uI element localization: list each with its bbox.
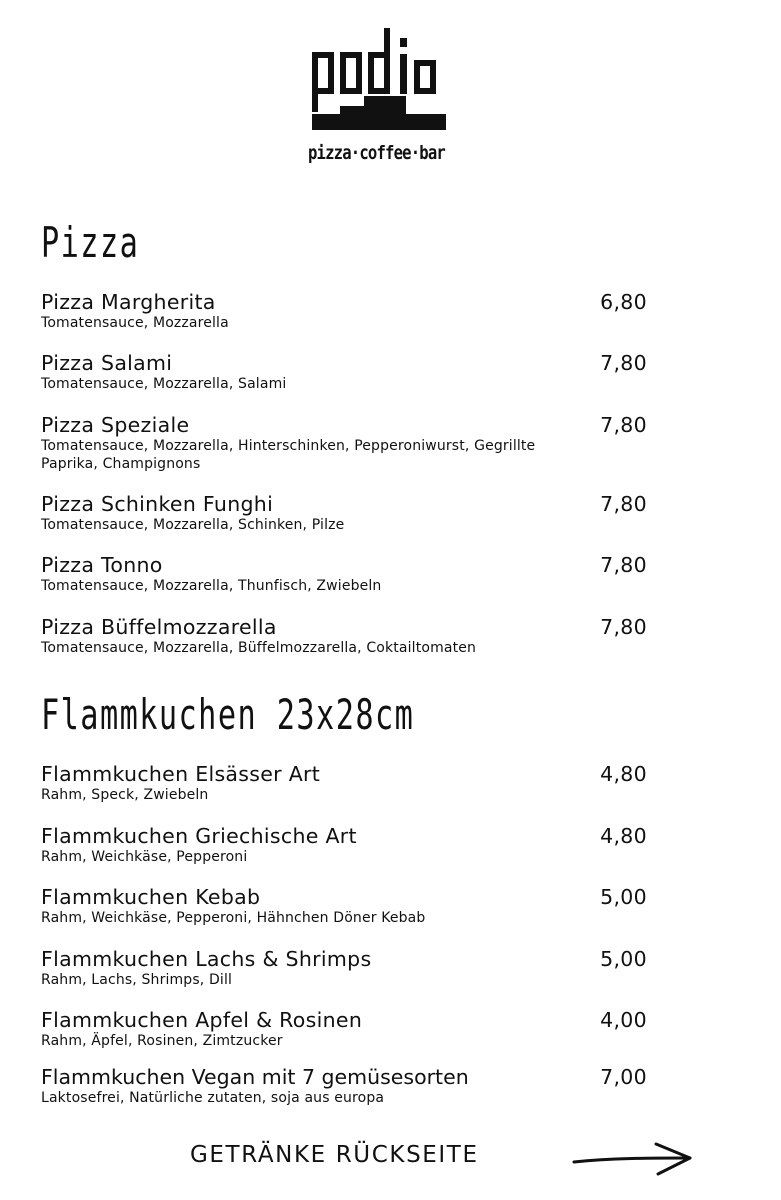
logo-mark: [300, 24, 460, 144]
item-price: 7,80: [600, 413, 647, 437]
menu-item: [41, 413, 651, 473]
item-description: Tomatensauce, Mozzarella: [41, 315, 229, 331]
menu-item: [41, 290, 651, 332]
menu-item: [41, 351, 651, 393]
section-title-flammkuchen: Flammkuchen 23x28cm: [41, 690, 415, 739]
item-price: 5,00: [600, 885, 647, 909]
item-price: 7,80: [600, 615, 647, 639]
section-title-pizza: Pizza: [41, 218, 140, 267]
item-price: 4,00: [600, 1008, 647, 1032]
item-description: Laktosefrei, Natürliche zutaten, soja aus europa: [41, 1090, 385, 1106]
item-price: 6,80: [600, 290, 647, 314]
menu-item: [41, 492, 651, 534]
menu-item: [41, 553, 651, 595]
item-name: Pizza Schinken Funghi: [41, 492, 274, 516]
item-name: Pizza Büffelmozzarella: [41, 615, 277, 639]
item-description: Tomatensauce, Mozzarella, Hinterschinken, Pepperoniwurst, Gegrillte Paprika, Champignons: [41, 438, 536, 472]
item-description: Tomatensauce, Mozzarella, Salami: [41, 376, 287, 392]
item-name: Pizza Tonno: [41, 553, 163, 577]
item-name: Flammkuchen Griechische Art: [41, 824, 357, 848]
menu-item: [41, 615, 651, 657]
item-price: 7,00: [600, 1065, 647, 1089]
item-name: Flammkuchen Apfel & Rosinen: [41, 1008, 363, 1032]
item-price: 7,80: [600, 351, 647, 375]
item-name: Flammkuchen Kebab: [41, 885, 261, 909]
item-description: Rahm, Lachs, Shrimps, Dill: [41, 972, 233, 988]
item-description: Tomatensauce, Mozzarella, Schinken, Pilze: [41, 517, 345, 533]
item-description: Rahm, Weichkäse, Pepperoni, Hähnchen Döner Kebab: [41, 910, 426, 926]
item-price: 5,00: [600, 947, 647, 971]
item-price: 7,80: [600, 553, 647, 577]
back-side-label: GETRÄNKE RÜCKSEITE: [190, 1142, 479, 1168]
menu-item: [41, 1065, 651, 1107]
item-description: Tomatensauce, Mozzarella, Büffelmozzarella, Coktailtomaten: [41, 640, 477, 656]
item-name: Pizza Margherita: [41, 290, 216, 314]
item-name: Pizza Salami: [41, 351, 173, 375]
item-price: 4,80: [600, 762, 647, 786]
menu-item: [41, 885, 651, 927]
item-description: Tomatensauce, Mozzarella, Thunfisch, Zwiebeln: [41, 578, 382, 594]
arrow-right-icon: [572, 1140, 696, 1180]
menu-item: [41, 947, 651, 989]
menu-item: [41, 824, 651, 866]
item-name: Pizza Speziale: [41, 413, 190, 437]
menu-item: [41, 762, 651, 804]
menu-item: [41, 1008, 651, 1050]
item-price: 4,80: [600, 824, 647, 848]
item-description: Rahm, Weichkäse, Pepperoni: [41, 849, 248, 865]
item-description: Rahm, Äpfel, Rosinen, Zimtzucker: [41, 1033, 283, 1049]
item-description: Rahm, Speck, Zwiebeln: [41, 787, 209, 803]
item-name: Flammkuchen Elsässer Art: [41, 762, 321, 786]
item-price: 7,80: [600, 492, 647, 516]
item-name: Flammkuchen Vegan mit 7 gemüsesorten: [41, 1065, 469, 1089]
item-name: Flammkuchen Lachs & Shrimps: [41, 947, 372, 971]
logo-tagline: pizza·coffee·bar: [308, 142, 445, 164]
